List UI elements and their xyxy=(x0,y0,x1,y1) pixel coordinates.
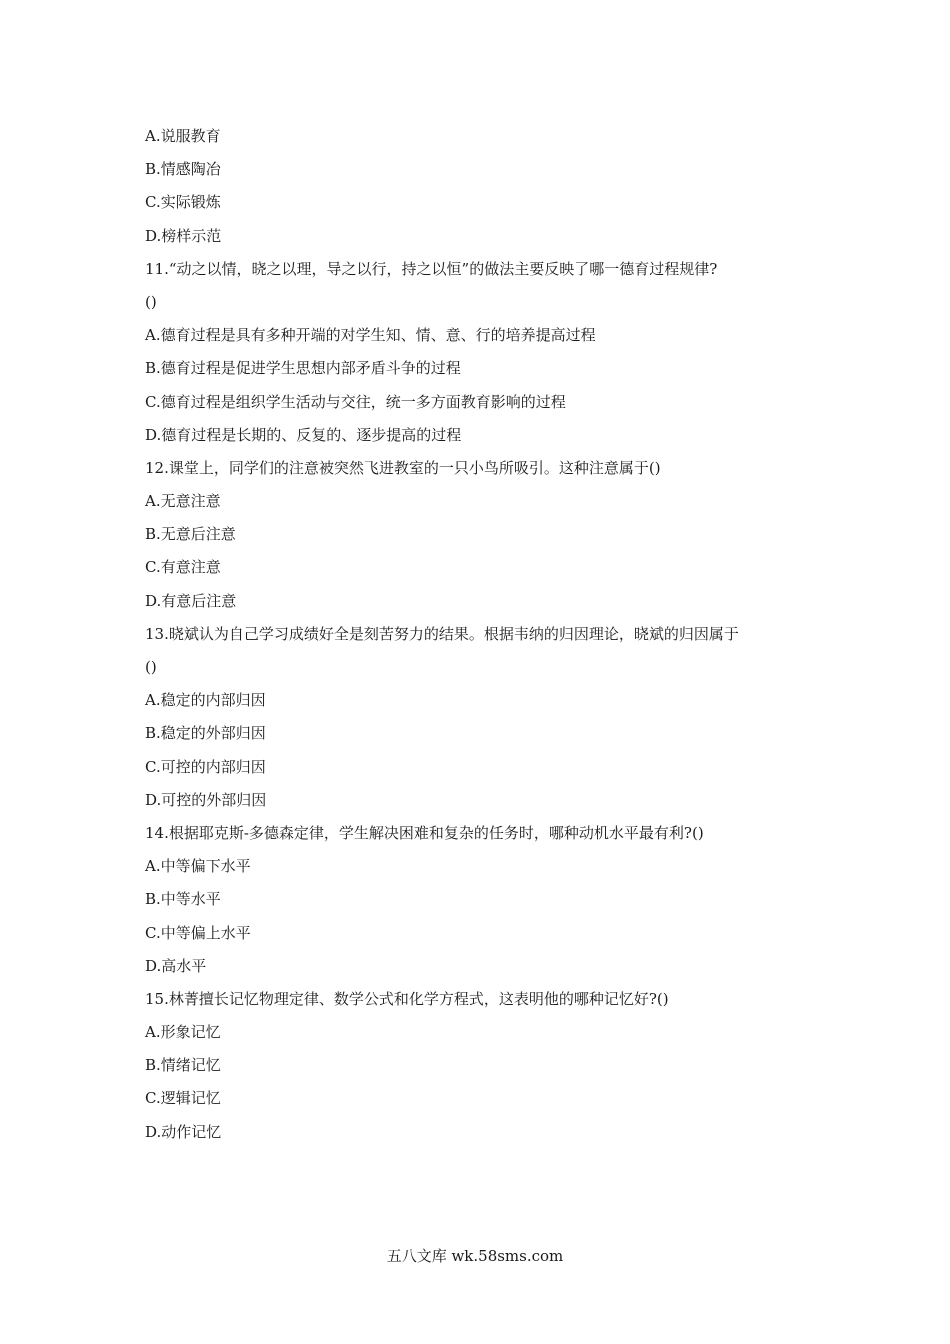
page-footer: 五八文库 wk.58sms.com xyxy=(386,1247,564,1265)
question-14: 14.根据耶克斯-多德森定律，学生解决困难和复杂的任务时，哪种动机水平最有利?() xyxy=(145,823,704,842)
option-15-a: A.形象记忆 xyxy=(145,1023,221,1042)
option-11-b: B.德育过程是促进学生思想内部矛盾斗争的过程 xyxy=(145,359,461,378)
option-10-c: C.实际锻炼 xyxy=(145,193,221,212)
option-14-d: D.高水平 xyxy=(145,956,207,975)
question-11: 11.“动之以情，晓之以理，导之以行，持之以恒”的做法主要反映了哪一德育过程规律? xyxy=(145,259,718,278)
option-15-b: B.情绪记忆 xyxy=(145,1056,221,1075)
option-12-d: D.有意后注意 xyxy=(145,591,237,610)
option-10-a: A.说服教育 xyxy=(145,127,221,145)
option-10-b: B.情感陶冶 xyxy=(145,160,221,179)
option-15-d: D.动作记忆 xyxy=(145,1122,222,1141)
option-10-d: D.榜样示范 xyxy=(145,226,222,245)
option-11-d: D.德育过程是长期的、反复的、逐步提高的过程 xyxy=(145,425,462,444)
question-15: 15.林菁擅长记忆物理定律、数学公式和化学方程式，这表明他的哪种记忆好?() xyxy=(145,989,669,1008)
option-13-c: C.可控的内部归因 xyxy=(145,757,266,776)
option-12-b: B.无意后注意 xyxy=(145,525,236,544)
option-14-b: B.中等水平 xyxy=(145,890,221,909)
question-13-blank: () xyxy=(145,658,157,676)
option-15-c: C.逻辑记忆 xyxy=(145,1089,221,1108)
option-12-a: A.无意注意 xyxy=(145,492,221,511)
option-11-c: C.德育过程是组织学生活动与交往，统一多方面教育影响的过程 xyxy=(145,392,566,411)
question-11-blank: () xyxy=(145,292,157,311)
question-13: 13.晓斌认为自己学习成绩好全是刻苦努力的结果。根据韦纳的归因理论，晓斌的归因属于 xyxy=(145,624,739,643)
option-13-a: A.稳定的内部归因 xyxy=(145,691,266,710)
option-14-a: A.中等偏下水平 xyxy=(145,857,251,876)
option-11-a: A.德育过程是具有多种开端的对学生知、情、意、行的培养提高过程 xyxy=(145,326,596,345)
option-13-b: B.稳定的外部归因 xyxy=(145,724,266,743)
question-12: 12.课堂上，同学们的注意被突然飞进教室的一只小鸟所吸引。这种注意属于() xyxy=(145,458,661,477)
option-13-d: D.可控的外部归因 xyxy=(145,790,267,809)
option-14-c: C.中等偏上水平 xyxy=(145,923,251,942)
document-body xyxy=(145,120,825,1149)
option-12-c: C.有意注意 xyxy=(145,558,221,577)
